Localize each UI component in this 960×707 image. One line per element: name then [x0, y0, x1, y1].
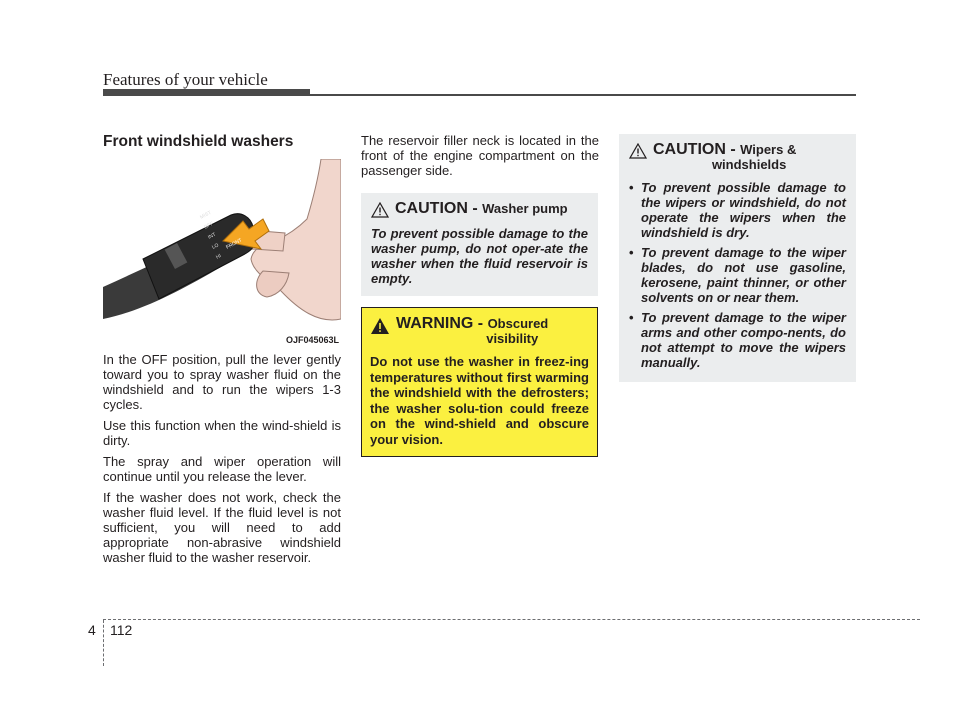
page-number: 112 — [110, 622, 133, 638]
caution-triangle-icon — [629, 143, 647, 159]
reservoir-location-text: The reservoir filler neck is located in the front of the engine compartment on the passenger side. — [361, 133, 599, 178]
paragraph: In the OFF position, pull the lever gently toward you to spray washer fluid on the windshield and to run the wipers 1-3 cycles. — [103, 352, 341, 412]
wiper-lever-drawing — [103, 159, 341, 347]
label-mist: MIST — [199, 209, 213, 221]
caution-triangle-icon — [371, 202, 389, 218]
footer-rule — [103, 619, 920, 620]
warning-topic-line2: visibility — [486, 331, 539, 346]
page-header-title: Features of your vehicle — [103, 70, 268, 89]
warning-visibility-box — [361, 307, 598, 457]
caution-wipers-box — [619, 134, 856, 382]
caution-topic-line2: windshields — [711, 157, 787, 172]
caution-label: CAUTION - — [653, 141, 736, 158]
caution-text: To prevent possible damage to the washer pump, do not oper-ate the washer when the fluid reservoir is empty. — [371, 226, 588, 286]
footer-divider — [103, 620, 104, 666]
caution-washer-pump-box — [361, 193, 598, 296]
chapter-number: 4 — [88, 622, 96, 638]
warning-topic-line1: Obscured — [487, 316, 549, 331]
label-lo: LO — [211, 242, 220, 251]
caution-list — [629, 180, 846, 370]
warning-label: WARNING - — [396, 315, 484, 332]
figure-code: OJF045063L — [285, 335, 339, 345]
caution-label: CAUTION - — [395, 200, 478, 217]
warning-triangle-icon — [370, 317, 390, 335]
paragraph: The spray and wiper operation will continue until you release the lever. — [103, 454, 341, 484]
caution-topic: Washer pump — [482, 201, 568, 216]
list-item: • To prevent damage to the wiper arms and other compo-nents, do not attempt to move the wipers manually. — [629, 310, 846, 370]
section-title: Front windshield washers — [103, 133, 294, 150]
paragraph: If the washer does not work, check the washer fluid level. If the fluid level is not sufficient, you will need to add appropriate non-abrasive windshield washer fluid to the washer reservoir. — [103, 490, 341, 565]
list-item: • To prevent damage to the wiper blades, do not use gasoline, kerosene, paint thinner, or other solvents on or near them. — [629, 245, 846, 305]
instructions-text — [103, 352, 341, 571]
list-item: • To prevent possible damage to the wipers or windshield, do not operate the wipers when the windshield is dry. — [629, 180, 846, 240]
warning-text: Do not use the washer in freez-ing temperatures without first warming the windshield with the defrosters; the washer solu-tion could freeze on the wind-shield and obscure your vision. — [370, 354, 589, 447]
label-int: INT — [207, 231, 218, 241]
header-rule-thin — [103, 94, 856, 96]
label-hi: HI — [215, 253, 223, 261]
label-off: OFF — [203, 220, 215, 231]
label-front: FRONT — [225, 237, 244, 251]
caution-topic-line1: Wipers & — [740, 142, 797, 157]
wiper-lever-illustration — [103, 159, 341, 347]
paragraph: Use this function when the wind-shield is dirty. — [103, 418, 341, 448]
